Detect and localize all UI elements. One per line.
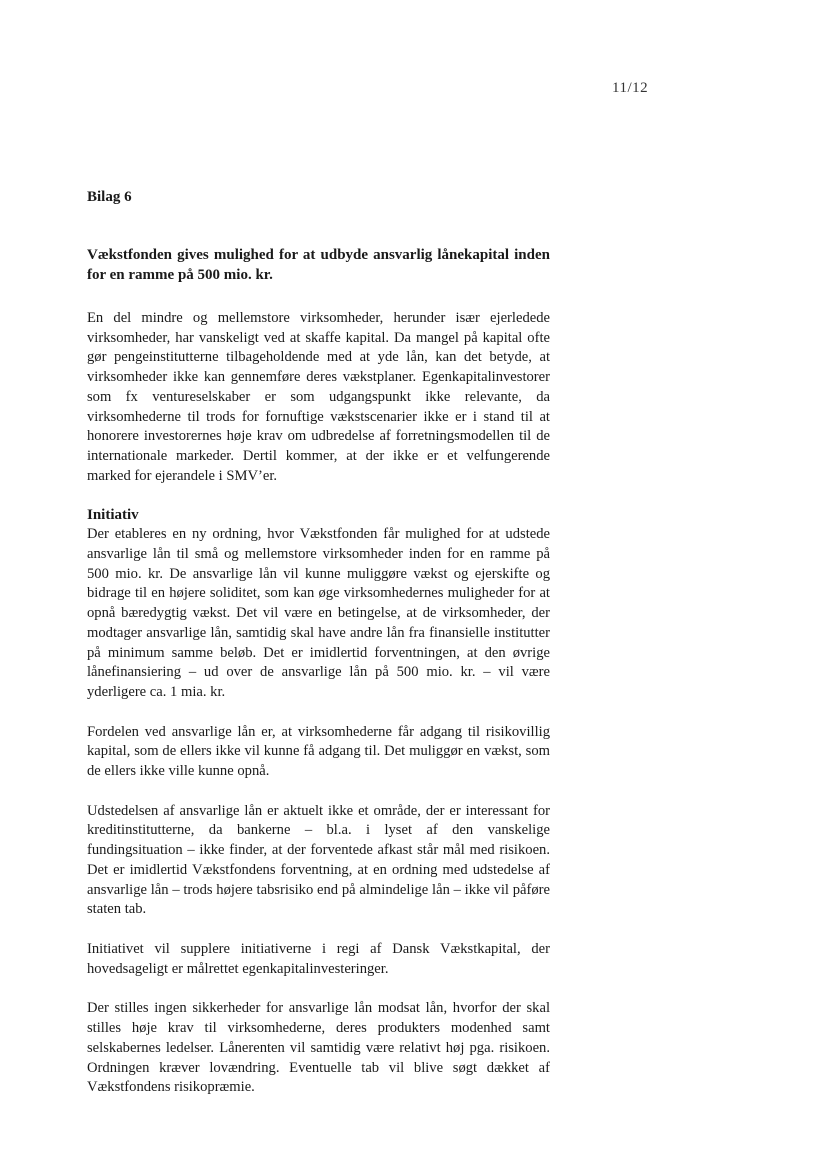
supplement-paragraph: Initiativet vil supplere initiativerne i regi af Dansk Vækstkapital, der hovedsageligt er målrettet egenkapitalinvesteringer. <box>87 940 550 977</box>
page-number: 11/12 <box>612 80 649 96</box>
security-paragraph: Der stilles ingen sikkerheder for ansvarlige lån modsat lån, hvorfor der skal stilles høje krav til virksomhederne, deres produkters modenhed samt selskabernes ledelser. Lånerenten vil samtidig være relativt høj pga. risikoen. Ordningen kræver lovændring. Eventuelle tab vil blive søgt dækket af Vækstfondens risikopræmie. <box>87 1000 550 1096</box>
issuance-paragraph: Udstedelsen af ansvarlige lån er aktuelt ikke et område, der er interessant for kreditinstitutterne, da bankerne – bl.a. i lyset af den vanskelige fundingsituation – ikke finder, at der forventede afkast står mål med risikoen. Det er imidlertid Vækstfondens forventning, at en ordning med udstedelse af ansvarlige lån – trods højere tabsrisiko end på almindelige lån – ikke vil påføre staten tab. <box>87 802 550 918</box>
intro-paragraph: En del mindre og mellemstore virksomheder, herunder især ejerledede virksomheder, har vanskeligt ved at skaffe kapital. Da mangel på kapital ofte gør pengeinstitutterne tilbageholdende med at yde lån, kan det betyde, at virksomheder ikke kan gennemføre deres vækstplaner. Egenkapitalinvestorer som fx ventureselskaber er som udgangspunkt ikke relevante, da virksomhederne til trods for fornuftige vækstscenarier ikke er i stand til at honorere investorernes høje krav om udbredelse af forretningsmodellen til de internationale markeder. Dertil kommer, at der ikke er et velfungerende marked for ejerandele i SMV’er. <box>87 310 550 484</box>
appendix-label: Bilag 6 <box>87 189 132 205</box>
advantage-paragraph: Fordelen ved ansvarlige lån er, at virksomhederne får adgang til risikovillig kapital, som de ellers ikke vil kunne få adgang til. Det muliggør en vækst, som de ellers ikke ville kunne opnå. <box>87 723 550 780</box>
document-title: Vækstfonden gives mulighed for at udbyde ansvarlig lånekapital inden for en ramme på 500 mio. kr. <box>87 247 550 283</box>
document-body <box>87 188 550 1118</box>
initiative-paragraph: Der etableres en ny ordning, hvor Vækstfonden får mulighed for at udstede ansvarlige lån til små og mellemstore virksomheder inden for en ramme på 500 mio. kr. De ansvarlige lån vil kunne muliggøre vækst og ejerskifte og bidrage til en højere soliditet, som kan øge virksomhedernes muligheder for at opnå bæredygtig vækst. Det vil være en betingelse, at de virksomheder, der modtager ansvarlige lån, samtidig skal have andre lån fra finansielle institutter på minimum samme beløb. Det er imidlertid forventningen, at den øvrige lånefinansiering – ud over de ansvarlige lån på 500 mio. kr. – vil være yderligere ca. 1 mia. kr. <box>87 526 550 700</box>
section-heading-initiativ: Initiativ <box>87 507 139 524</box>
